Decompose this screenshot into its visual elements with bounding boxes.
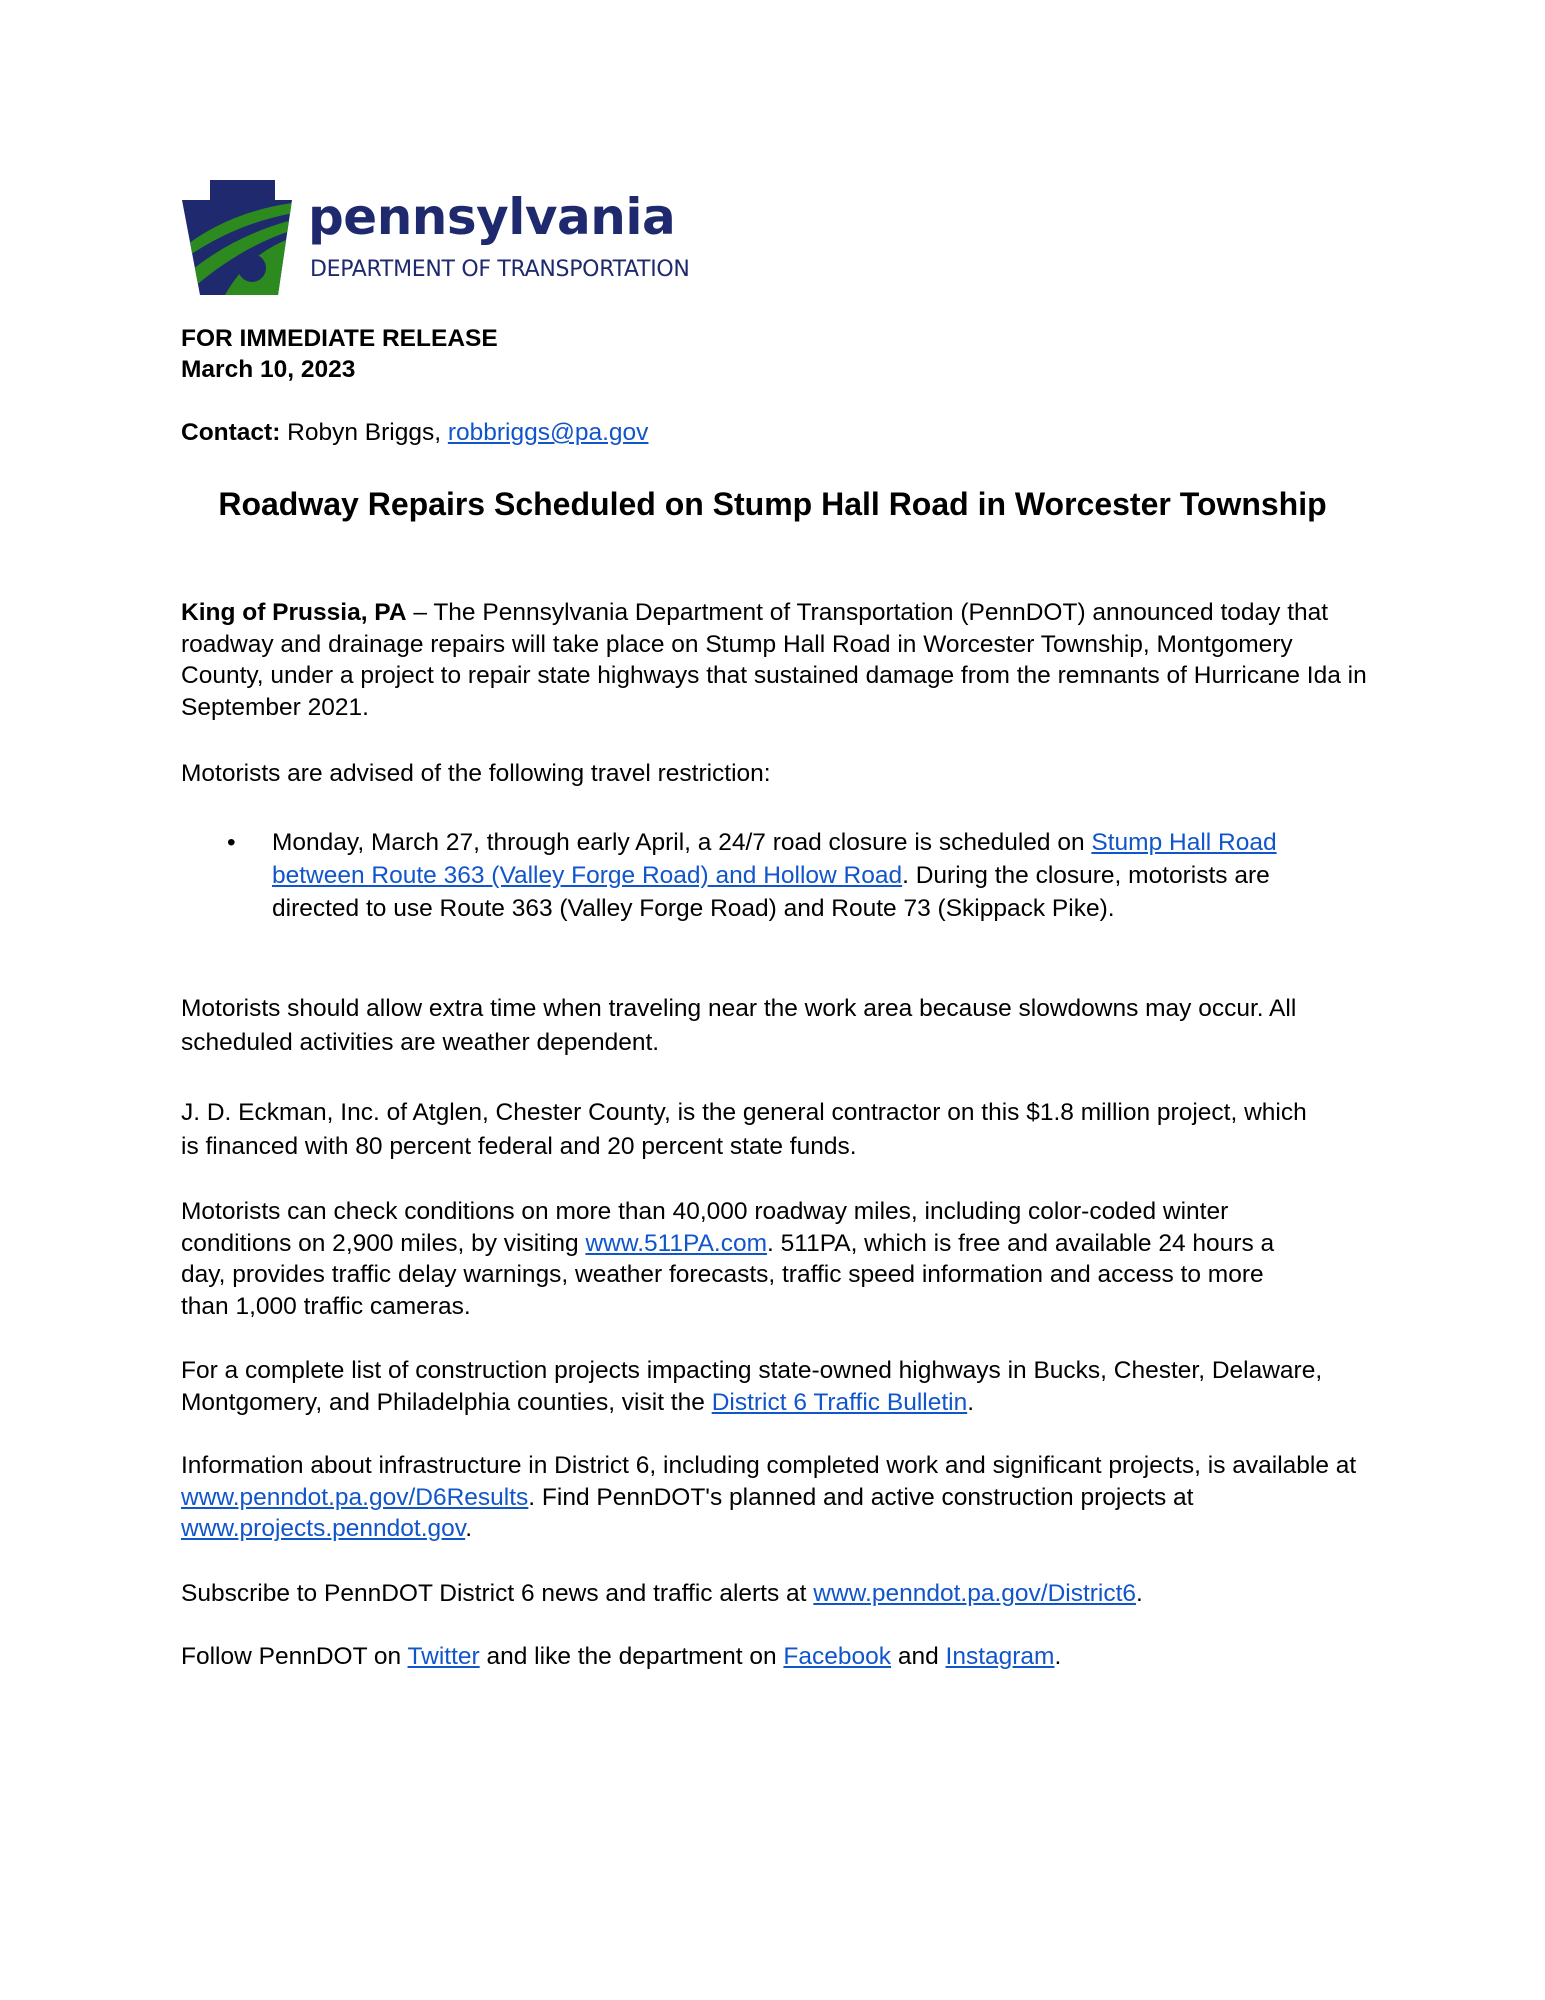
projects-before: For a complete list of construction projects impacting state-owned highways in Bucks, Chester, Delaware, Montgomery, and Philadelphia counties, visit the: [181, 1357, 1323, 1416]
contact-name: Robyn Briggs,: [280, 419, 448, 446]
follow-before: Follow PennDOT on: [181, 1643, 408, 1670]
subscribe-paragraph: [181, 1578, 1143, 1610]
contact-label: Contact:: [181, 419, 281, 446]
follow-and: and: [891, 1643, 946, 1670]
conditions-after: . 511PA, which is free and available 24 hours a day, provides traffic delay warnings, weather forecasts, traffic speed information and access to more than 1,000 traffic cameras.: [181, 1229, 1275, 1320]
follow-middle: and like the department on: [479, 1643, 784, 1670]
traffic-bulletin-link[interactable]: District 6 Traffic Bulletin: [711, 1388, 968, 1416]
facebook-link[interactable]: Facebook: [783, 1643, 892, 1670]
logo-department: DEPARTMENT OF TRANSPORTATION: [310, 257, 690, 282]
conditions-before: Motorists can check conditions on more than 40,000 roadway miles, including color-coded winter conditions on 2,900 miles, by visiting: [181, 1198, 1229, 1257]
infrastructure-before: Information about infrastructure in District 6, including completed work and significant projects, is available at: [181, 1452, 1357, 1479]
infrastructure-after: .: [465, 1515, 472, 1542]
subscribe-before: Subscribe to PennDOT District 6 news and traffic alerts at: [181, 1580, 814, 1607]
contact-line: [181, 417, 648, 449]
penndot-logo: [180, 180, 725, 295]
dateline: King of Prussia, PA: [181, 599, 407, 626]
closure-text-after: . During the closure, motorists are directed to use Route 363 (Valley Forge Road) and Route 73 (Skippack Pike).: [272, 862, 1270, 922]
511pa-link[interactable]: www.511PA.com: [585, 1229, 768, 1257]
district6-link[interactable]: www.penndot.pa.gov/District6: [813, 1580, 1137, 1607]
d6results-link[interactable]: www.penndot.pa.gov/D6Results: [181, 1483, 529, 1511]
infrastructure-middle: . Find PennDOT's planned and active construction projects at: [528, 1483, 1194, 1511]
release-label: FOR IMMEDIATE RELEASE: [181, 325, 498, 352]
closure-text-before: Monday, March 27, through early April, a 24/7 road closure is scheduled on: [272, 829, 1092, 856]
release-date: March 10, 2023: [181, 356, 356, 383]
instagram-link[interactable]: Instagram: [945, 1643, 1055, 1670]
logo-wordmark: pennsylvania: [308, 188, 676, 246]
keystone-icon: [180, 180, 300, 295]
projects-penndot-link[interactable]: www.projects.penndot.gov: [181, 1515, 466, 1542]
follow-paragraph: [181, 1641, 1061, 1673]
follow-after: .: [1054, 1643, 1062, 1670]
closure-text: [272, 826, 1332, 925]
infrastructure-paragraph: [181, 1450, 1361, 1545]
projects-after: .: [967, 1388, 975, 1416]
contact-email-link[interactable]: robbriggs@pa.gov: [447, 419, 649, 446]
intro-paragraph: [181, 597, 1371, 723]
bullet-icon: •: [227, 829, 236, 856]
intro-text: – The Pennsylvania Department of Transportation (PennDOT) announced today that roadway and drainage repairs will take place on Stump Hall Road in Worcester Township, Montgomery County, under a project to repair state highways that sustained damage from the remnants of Hurricane Ida in September 2021.: [181, 599, 1367, 721]
headline: Roadway Repairs Scheduled on Stump Hall Road in Worcester Township: [218, 486, 1327, 522]
contractor-paragraph: J. D. Eckman, Inc. of Atglen, Chester County, is the general contractor on this $1.8 million project, which is financed with 80 percent federal and 20 percent state funds.: [181, 1099, 1307, 1160]
twitter-link[interactable]: Twitter: [407, 1643, 480, 1670]
conditions-paragraph: [181, 1196, 1311, 1322]
stump-hall-road-link[interactable]: Stump Hall Road between Route 363 (Valley Forge Road) and Hollow Road: [272, 829, 1277, 889]
subscribe-after: .: [1136, 1580, 1143, 1607]
advisory-text: Motorists are advised of the following travel restriction:: [181, 760, 771, 787]
extra-time-paragraph: Motorists should allow extra time when traveling near the work area because slowdowns may occur. All scheduled activities are weather dependent.: [181, 995, 1297, 1056]
projects-paragraph: [181, 1355, 1371, 1418]
